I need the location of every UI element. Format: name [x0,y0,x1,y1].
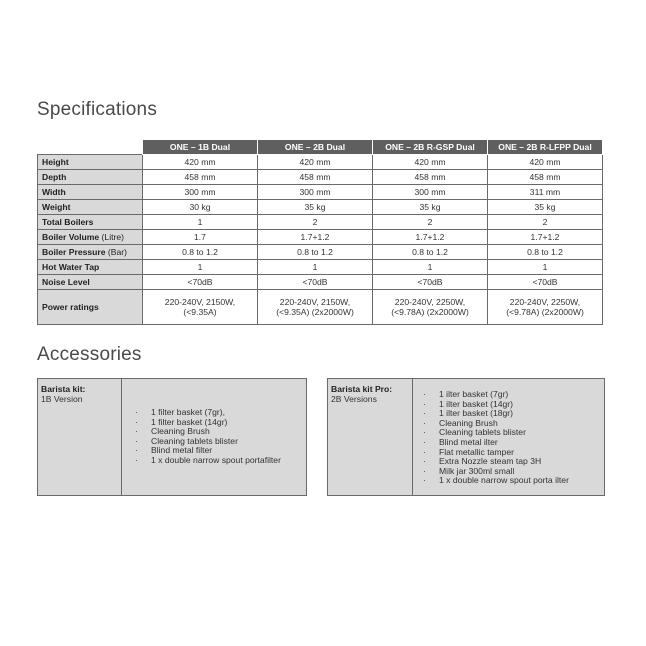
spec-row [38,185,603,200]
list-item: · 1 x double narrow spout portafilter [135,454,281,465]
spec-row [38,260,603,275]
kit-name: Barista kit Pro: [331,384,393,394]
list-item: · 1 ilter basket (14gr) [423,398,514,409]
kit-version: 1B Version [41,394,83,404]
barista-kit-box [37,378,307,496]
spec-value: <70dB [373,275,488,290]
list-item: · 1 x double narrow spout porta ilter [423,475,569,486]
list-item: · 1 ilter basket (7gr) [423,389,509,399]
list-item: · Flat metallic tamper [423,446,514,457]
bullet-icon: · [135,445,138,456]
spec-value: 2 [258,215,373,230]
spec-value: 1.7+1.2 [258,230,373,245]
spec-value: 420 mm [488,155,603,170]
spec-value: 1.7+1.2 [373,230,488,245]
bullet-icon: · [135,435,138,446]
list-item: · Cleaning tablets blister [135,435,238,446]
spec-value: 458 mm [488,170,603,185]
spec-value: 1 [258,260,373,275]
spec-row [38,200,603,215]
bullet-icon: · [423,408,426,419]
spec-value: 220-240V, 2150W, (<9.35A) (2x2000W) [258,290,373,325]
spec-value: 458 mm [373,170,488,185]
spec-value: 220-240V, 2250W, (<9.78A) (2x2000W) [373,290,488,325]
list-item: · Cleaning Brush [135,426,210,437]
spec-value: 220-240V, 2150W, (<9.35A) [143,290,258,325]
spec-value: 0.8 to 1.2 [258,245,373,260]
header-blank-cell [38,140,143,155]
kit-label-cell [38,379,122,495]
kit-version: 2B Versions [331,394,377,404]
spec-row-power [38,290,603,325]
spec-value: 2 [373,215,488,230]
spec-label: Depth [38,170,143,185]
bullet-icon: · [423,465,426,476]
spec-value: 420 mm [373,155,488,170]
kit-item-list [135,408,306,466]
barista-kit-pro-box [327,378,605,496]
spec-label: Boiler Volume (Litre) [38,230,143,245]
spec-value: 300 mm [373,185,488,200]
spec-row [38,275,603,290]
spec-value: 1 [143,215,258,230]
list-item: · Blind metal ilter [423,436,498,447]
spec-value: 0.8 to 1.2 [143,245,258,260]
specifications-heading: Specifications [37,99,158,120]
model-header-row [38,140,603,155]
list-item: · Cleaning Brush [423,417,498,428]
kit-name: Barista kit: [41,384,86,394]
spec-value: 35 kg [488,200,603,215]
list-item: · Milk jar 300ml small [423,465,515,476]
list-item: · Extra Nozzle steam tap 3H [423,456,542,467]
spec-value: 1.7 [143,230,258,245]
spec-value: 420 mm [258,155,373,170]
bullet-icon: · [135,416,138,427]
spec-row [38,155,603,170]
spec-value: <70dB [258,275,373,290]
model-header: ONE – 2B Dual [258,140,373,155]
spec-value: 300 mm [143,185,258,200]
spec-value: 2 [488,215,603,230]
spec-label: Height [38,155,143,170]
list-item: · 1 filter basket (14gr) [135,416,228,427]
bullet-icon: · [423,417,426,428]
bullet-icon: · [423,436,426,447]
bullet-icon: · [423,398,426,409]
kit-item-list [423,390,604,486]
spec-value: 30 kg [143,200,258,215]
spec-value: 311 mm [488,185,603,200]
spec-value: 420 mm [143,155,258,170]
spec-label: Boiler Pressure (Bar) [38,245,143,260]
spec-value: 35 kg [258,200,373,215]
spec-label: Hot Water Tap [38,260,143,275]
spec-row [38,170,603,185]
spec-label: Weight [38,200,143,215]
bullet-icon: · [423,427,426,438]
bullet-icon: · [423,456,426,467]
spec-value: 1 [143,260,258,275]
spec-value: 220-240V, 2250W, (<9.78A) (2x2000W) [488,290,603,325]
spec-value: <70dB [143,275,258,290]
spec-label: Total Boilers [38,215,143,230]
bullet-icon: · [423,475,426,486]
spec-value: 35 kg [373,200,488,215]
spec-value: 300 mm [258,185,373,200]
spec-label: Power ratings [38,290,143,325]
bullet-icon: · [135,454,138,465]
kit-items-cell [413,379,604,495]
list-item: · 1 ilter basket (18gr) [423,408,514,419]
spec-value: <70dB [488,275,603,290]
kit-label-cell [328,379,413,495]
model-header: ONE – 2B R-LFPP Dual [488,140,603,155]
bullet-icon: · [423,446,426,457]
spec-label: Noise Level [38,275,143,290]
list-item: · Blind metal filter [135,445,213,456]
kit-items-cell [122,379,306,495]
spec-label: Width [38,185,143,200]
bullet-icon: · [135,426,138,437]
accessories-heading: Accessories [37,344,142,365]
spec-value: 458 mm [258,170,373,185]
model-header: ONE – 2B R-GSP Dual [373,140,488,155]
spec-value: 1 [488,260,603,275]
spec-value: 0.8 to 1.2 [488,245,603,260]
spec-row [38,230,603,245]
spec-row [38,215,603,230]
bullet-icon: · [423,389,426,399]
list-item: · 1 filter basket (7gr), [135,407,226,417]
specifications-table [37,139,603,325]
bullet-icon: · [135,407,138,417]
model-header: ONE – 1B Dual [143,140,258,155]
spec-value: 1 [373,260,488,275]
spec-row [38,245,603,260]
spec-value: 0.8 to 1.2 [373,245,488,260]
spec-value: 1.7+1.2 [488,230,603,245]
spec-value: 458 mm [143,170,258,185]
list-item: · Cleaning tablets blister [423,427,526,438]
